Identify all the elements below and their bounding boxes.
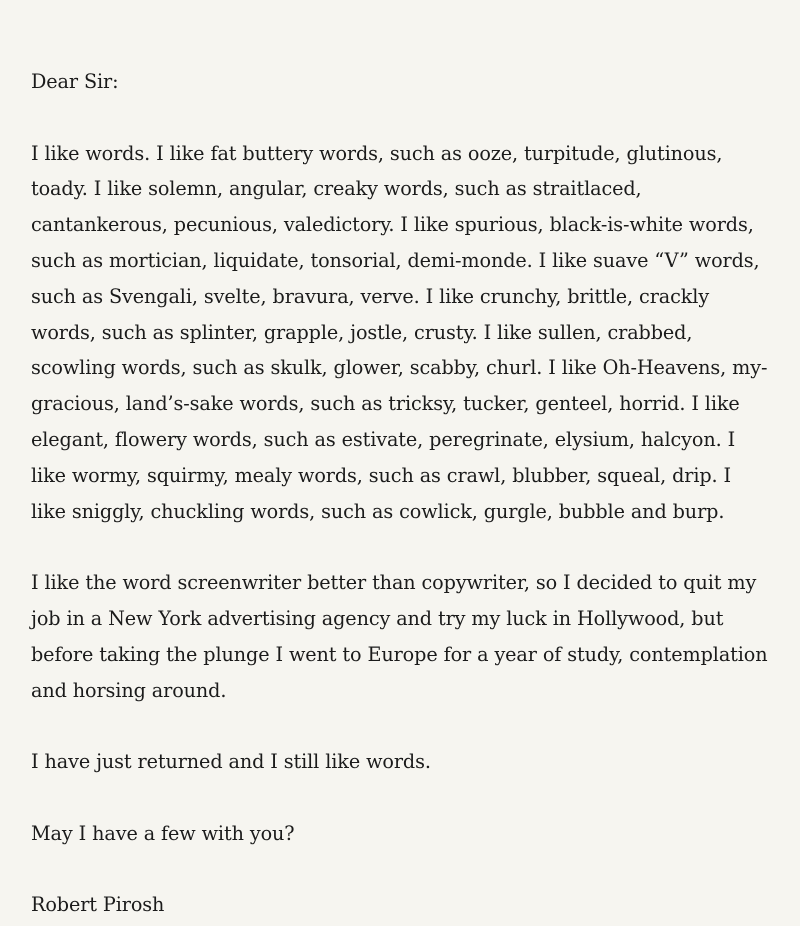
paragraph-career: I like the word screenwriter better than copywriter, so I decided to quit my job in a New York advertising agency and try my luck in Hollywood, but before taking the plunge I went to Europe for a year of study, contemplation and horsing around. [31, 571, 768, 702]
paragraph-returned: I have just returned and I still like words. [31, 750, 431, 774]
signature: Robert Pirosh [31, 893, 165, 917]
paragraph-closing-question: May I have a few with you? [31, 821, 295, 845]
salutation: Dear Sir: [31, 70, 119, 93]
paragraph-words-list: I like words. I like fat buttery words, such as ooze, turpitude, glutinous, toady. I like solemn, angular, creaky words, such as straitlaced, cantankerous, pecunious, valedictory. I like spurious, black-is-white words, such as mortician, liquidate, tonsorial, demi-monde. I like suave “V” words, such as Svengali, svelte, bravura, verve. I like crunchy, brittle, crackly words, such as splinter, grapple, jostle, crusty. I like sullen, crabbed, scowling words, such as skulk, glower, scabby, churl. I like Oh-Heavens, my-gracious, land’s-sake words, such as tricksy, tucker, genteel, horrid. I like elegant, flowery words, such as estivate, peregrinate, elysium, halcyon. I like wormy, squirmy, mealy words, such as crawl, blubber, squeal, drip. I like sniggly, chuckling words, such as cowlick, gurgle, bubble and burp. [31, 141, 768, 523]
